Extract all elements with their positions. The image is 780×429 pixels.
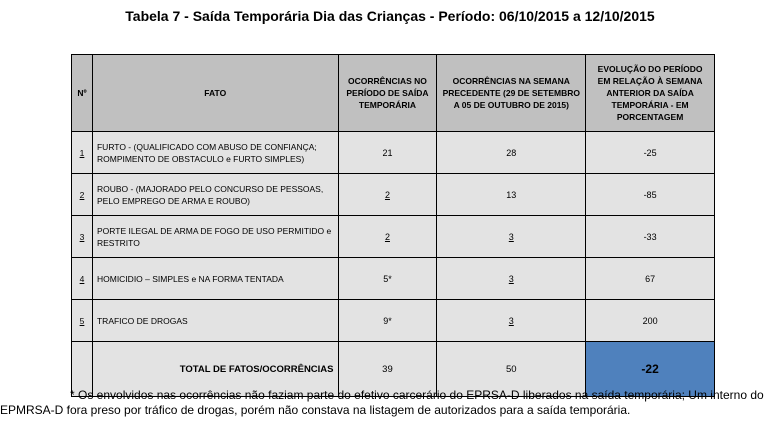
row-evolution-percent: 200 xyxy=(586,300,715,342)
table-row xyxy=(72,132,715,174)
row-occurrences-period: 5* xyxy=(338,258,437,300)
row-number: 1 xyxy=(72,132,93,174)
row-occurrences-period-value: 2 xyxy=(384,189,390,200)
row-evolution-percent: 67 xyxy=(586,258,715,300)
header-evolution-percent: EVOLUÇÃO DO PERÍODO EM RELAÇÃO À SEMANA ANTERIOR DA SAÍDA TEMPORÁRIA - EM PORCENTAGEM xyxy=(586,55,715,132)
row-occurrences-period-value: 2 xyxy=(384,231,390,242)
row-fato: PORTE ILEGAL DE ARMA DE FOGO DE USO PERMITIDO e RESTRITO xyxy=(92,216,338,258)
total-occurrences-previous-week: 50 xyxy=(437,342,586,397)
total-evolution-percent: -22 xyxy=(586,342,715,397)
row-occurrences-previous-week xyxy=(437,258,586,300)
row-occurrences-previous-week-value: 3 xyxy=(508,273,514,284)
row-occurrences-previous-week: 28 xyxy=(437,132,586,174)
row-occurrences-previous-week xyxy=(437,216,586,258)
table-title: Tabela 7 - Saída Temporária Dia das Crianças - Período: 06/10/2015 a 12/10/2015 xyxy=(125,8,655,24)
row-occurrences-previous-week-value: 3 xyxy=(508,231,514,242)
row-evolution-percent: -25 xyxy=(586,132,715,174)
row-occurrences-period xyxy=(338,216,437,258)
row-occurrences-period xyxy=(338,174,437,216)
occurrences-table xyxy=(71,54,715,397)
row-number: 3 xyxy=(72,216,93,258)
row-occurrences-previous-week xyxy=(437,300,586,342)
row-evolution-percent: -33 xyxy=(586,216,715,258)
row-occurrences-period: 21 xyxy=(338,132,437,174)
footnote-line-2: EPMRSA-D fora preso por tráfico de drogas, porém não constava na listagem de autorizados para a saída temporária. xyxy=(0,403,631,417)
total-occurrences-period: 39 xyxy=(338,342,437,397)
table-row xyxy=(72,300,715,342)
total-label: TOTAL DE FATOS/OCORRÊNCIAS xyxy=(92,342,338,397)
table-row xyxy=(72,174,715,216)
table-row xyxy=(72,216,715,258)
row-number: 2 xyxy=(72,174,93,216)
footnote xyxy=(0,388,780,418)
row-occurrences-period: 9* xyxy=(338,300,437,342)
footnote-line-1: * Os envolvidos nas ocorrências não faziam parte do efetivo carcerário do EPRSA-D liberados na saída temporária; Um interno do xyxy=(70,388,764,402)
row-number: 4 xyxy=(72,258,93,300)
table-header-row xyxy=(72,55,715,132)
header-occurrences-period: OCORRÊNCIAS NO PERÍODO DE SAÍDA TEMPORÁRIA xyxy=(338,55,437,132)
row-number: 5 xyxy=(72,300,93,342)
row-fato: TRAFICO DE DROGAS xyxy=(92,300,338,342)
row-evolution-percent: -85 xyxy=(586,174,715,216)
row-fato: ROUBO - (MAJORADO PELO CONCURSO DE PESSOAS, PELO EMPREGO DE ARMA E ROUBO) xyxy=(92,174,338,216)
header-no: Nº xyxy=(72,55,93,132)
row-fato: FURTO - (QUALIFICADO COM ABUSO DE CONFIANÇA; ROMPIMENTO DE OBSTACULO e FURTO SIMPLES) xyxy=(92,132,338,174)
row-occurrences-previous-week-value: 3 xyxy=(508,315,514,326)
header-fato: FATO xyxy=(92,55,338,132)
row-occurrences-previous-week: 13 xyxy=(437,174,586,216)
header-occurrences-previous-week: OCORRÊNCIAS NA SEMANA PRECEDENTE (29 DE SETEMBRO A 05 DE OUTUBRO DE 2015) xyxy=(437,55,586,132)
table-row xyxy=(72,258,715,300)
row-fato: HOMICIDIO – SIMPLES e NA FORMA TENTADA xyxy=(92,258,338,300)
